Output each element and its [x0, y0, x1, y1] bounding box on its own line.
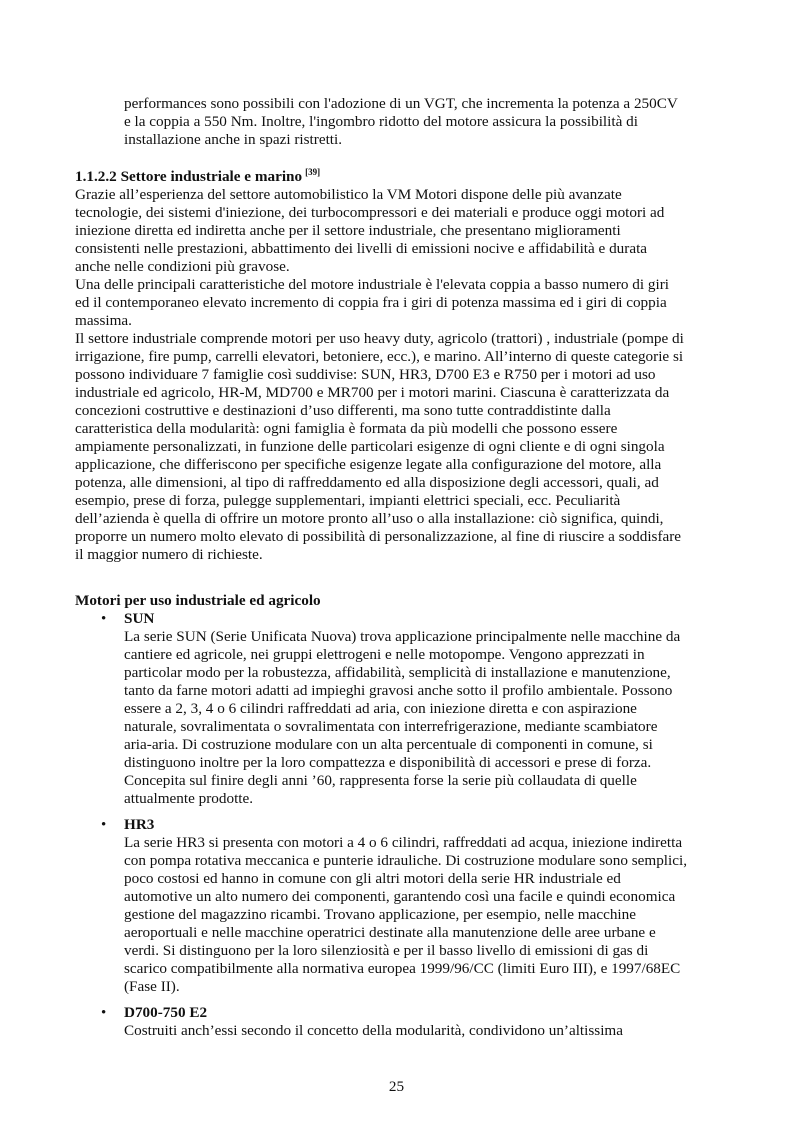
body-line: concezioni costruttive e destinazioni d’uso differenti, ma sono tutte contraddistinte dalla [75, 402, 611, 419]
body-line: applicazione, che differiscono per specifiche esigenze legate alla configurazione del motore, alla [75, 456, 662, 473]
body-line: Grazie all’esperienza del settore automobilistico la VM Motori dispone delle più avanzate [75, 186, 622, 203]
body-line: Il settore industriale comprende motori per uso heavy duty, agricolo (trattori) , industriale (pompe di [75, 330, 684, 347]
list-item-line: aeroportuali e nelle macchine operatrici destinate alla manutenzione delle aree urbane e [124, 924, 656, 941]
list-item-line: gestione del magazzino ricambi. Trovano applicazione, per esempio, nelle macchine [124, 906, 636, 923]
list-item-title: SUN [124, 610, 155, 627]
body-line: anche nelle condizioni più gravose. [75, 258, 290, 275]
body-line: il maggior numero di richieste. [75, 546, 263, 563]
subsection-heading: Motori per uso industriale ed agricolo [75, 592, 321, 609]
body-line: potenza, alle dimensioni, al tipo di raffreddamento ed alla disposizione degli accessori, quali, ad [75, 474, 659, 491]
list-item-line: (Fase II). [124, 978, 180, 995]
body-line: Una delle principali caratteristiche del motore industriale è l'elevata coppia a basso numero di giri [75, 276, 669, 293]
list-item-line: automotive un alto numero dei componenti, garantendo così una facile e quindi economica [124, 888, 676, 905]
list-item-line: particolar modo per la robustezza, affidabilità, semplicità di installazione e manutenzione, [124, 664, 671, 681]
body-line: irrigazione, fire pump, carrelli elevatori, betoniere, ecc.), e marino. All’interno di queste categorie si [75, 348, 684, 365]
page-number: 25 [388, 1078, 405, 1095]
list-item-title: HR3 [124, 816, 155, 833]
list-item-line: La serie SUN (Serie Unificata Nuova) trova applicazione principalmente nelle macchine da [124, 628, 681, 645]
body-line: caratteristica della modularità: ogni famiglia è formata da più modelli che possono essere [75, 420, 618, 437]
list-item-line: aria-aria. Di costruzione modulare con un alta percentuale di componenti in comune, si [124, 736, 653, 753]
list-item-line: Costruiti anch’essi secondo il concetto della modularità, condividono un’altissima [124, 1022, 623, 1039]
body-line: proporre un numero molto elevato di possibilità di personalizzazione, al fine di riuscire a soddisfare [75, 528, 682, 545]
list-item-line: cantiere ed agricole, nei gruppi elettrogeni e nelle motopompe. Vengono apprezzati in [124, 646, 645, 663]
citation-ref: [39] [305, 167, 321, 177]
body-line: dell’azienda è quella di offrire un motore pronto all’uso o alla installazione: ciò significa, quindi, [75, 510, 664, 527]
list-item-title: D700-750 E2 [124, 1004, 208, 1021]
intro-line: installazione anche in spazi ristretti. [124, 131, 343, 148]
list-item-line: scarico compatibilmente alla normativa europea 1999/96/CC (limiti Euro III), e 1997/68EC [124, 960, 681, 977]
body-line: massima. [75, 312, 132, 329]
intro-line: performances sono possibili con l'adozione di un VGT, che incrementa la potenza a 250CV [124, 95, 678, 112]
body-line: ed il contemporaneo elevato incremento di coppia fra i giri di potenza massima ed i giri di coppia [75, 294, 667, 311]
list-item-line: tanto da farne motori adatti ad impieghi gravosi anche sotto il profilo ambientale. Possono [124, 682, 673, 699]
body-line: tecnologie, dei sistemi d'iniezione, dei turbocompressori e dei materiali e produce oggi motori ad [75, 204, 665, 221]
list-item-line: attualmente prodotte. [124, 790, 254, 807]
section-heading [75, 168, 320, 187]
body-line: esempio, prese di forza, pulegge supplementari, impianti elettrici speciali, ecc. Peculiarità [75, 492, 621, 509]
intro-line: e la coppia a 550 Nm. Inoltre, l'ingombro ridotto del motore assicura la possibilità di [124, 113, 638, 130]
body-line: ampiamente personalizzati, in funzione delle particolari esigenze di ogni cliente e di ogni singola [75, 438, 665, 455]
list-item-line: distinguono inoltre per la loro compattezza e disponibilità di accessori e prese di forza. [124, 754, 652, 771]
bullet-icon: • [101, 611, 107, 627]
bullet-icon: • [101, 1005, 107, 1021]
list-item-line: naturale, sovralimentata o sovralimentata con interrefrigerazione, mediante scambiatore [124, 718, 658, 735]
section-heading-text: 1.1.2.2 Settore industriale e marino [75, 168, 303, 185]
list-item-line: con pompa rotativa meccanica e punterie idrauliche. Di costruzione modulare sono semplici, [124, 852, 687, 869]
list-item-line: poco costosi ed hanno in comune con gli altri motori della serie HR industriale ed [124, 870, 621, 887]
body-line: iniezione diretta ed indiretta anche per il settore industriale, che presentano miglioramenti [75, 222, 621, 239]
body-line: industriale ed agricolo, HR-M, MD700 e MR700 per i motori marini. Ciascuna è caratterizzata da [75, 384, 670, 401]
list-item-line: Concepita sul finire degli anni ’60, rappresenta forse la serie più collaudata di quelle [124, 772, 637, 789]
bullet-icon: • [101, 817, 107, 833]
list-item-line: verdi. Si distinguono per la loro silenziosità e per il basso livello di emissioni di gas di [124, 942, 649, 959]
body-line: consistenti nelle prestazioni, abbattimento dei livelli di emissioni nocive e affidabilità e durata [75, 240, 648, 257]
list-item-line: La serie HR3 si presenta con motori a 4 o 6 cilindri, raffreddati ad acqua, iniezione indiretta [124, 834, 683, 851]
list-item-line: essere a 2, 3, 4 o 6 cilindri raffreddati ad aria, con iniezione diretta e con aspirazione [124, 700, 637, 717]
body-line: possono individuare 7 famiglie così suddivise: SUN, HR3, D700 E3 e R750 per i motori ad uso [75, 366, 656, 383]
